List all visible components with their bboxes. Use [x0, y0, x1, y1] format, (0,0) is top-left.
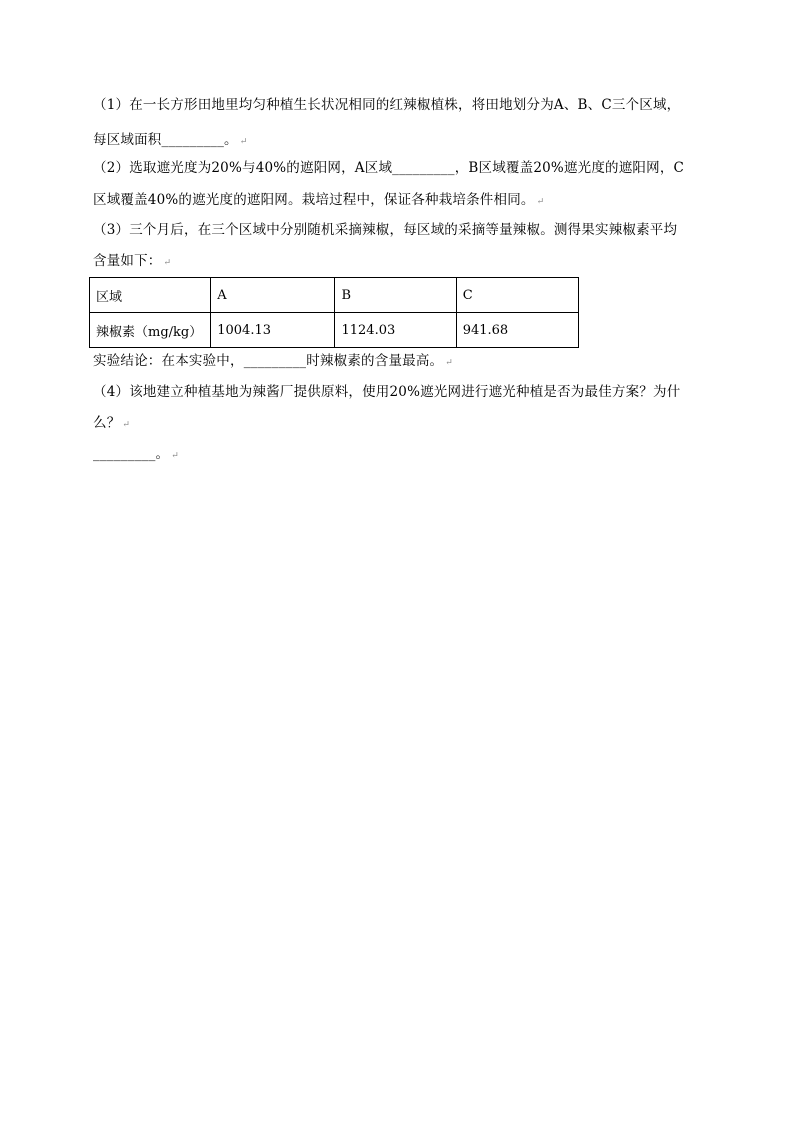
question-4-line-1 — [93, 382, 713, 402]
question-1-line-2 — [93, 130, 713, 152]
text-run: 区域覆盖40%的遮光度的遮阳网。栽培过程中，保证各种栽培条件相同。 — [93, 192, 535, 208]
question-2-line-2 — [93, 190, 713, 212]
table-cell: 941.68 — [456, 313, 578, 348]
text-run: （4）该地建立种植基地为辣酱厂提供原料，使用20%遮光网进行遮光种植是否为最佳方案？为什 — [93, 384, 681, 400]
question-4-line-2 — [93, 413, 713, 435]
table-cell: 辣椒素（mg/kg） — [90, 313, 211, 348]
table-cell: B — [335, 278, 456, 313]
paragraph-mark-icon: ↵ — [445, 358, 453, 368]
table-cell: 1004.13 — [211, 313, 335, 348]
paragraph-mark-icon: ↵ — [163, 258, 172, 268]
paragraph-mark-icon: ↵ — [239, 137, 248, 147]
question-2-line-1 — [93, 158, 713, 178]
table-row — [90, 313, 579, 348]
table-cell: 区域 — [90, 278, 211, 313]
text-run: （2）选取遮光度为20%与40%的遮阳网，A区域_________，B区域覆盖20%遮光度的遮阳网，C — [93, 160, 685, 176]
text-run: （3）三个月后，在三个区域中分别随机采摘辣椒，每区域的采摘等量辣椒。测得果实辣椒素平均 — [93, 222, 678, 238]
text-run: _________。 — [93, 446, 170, 462]
text-run: 含量如下： — [93, 253, 162, 269]
question-1-line-1 — [93, 95, 713, 115]
paragraph-mark-icon: ↵ — [536, 197, 545, 207]
table-row — [90, 278, 579, 313]
paragraph-mark-icon: ↵ — [171, 451, 179, 461]
text-run: 实验结论：在本实验中，_________时辣椒素的含量最高。 — [93, 353, 444, 369]
text-run: 每区域面积_________。 — [93, 132, 238, 148]
table-cell: 1124.03 — [335, 313, 456, 348]
question-3-line-1 — [93, 220, 713, 240]
capsaicin-table — [89, 277, 579, 348]
paragraph-mark-icon: ↵ — [122, 420, 131, 430]
question-3-line-2 — [93, 251, 713, 273]
text-run: 么？ — [93, 415, 121, 431]
table-cell: A — [211, 278, 335, 313]
conclusion-line — [93, 351, 713, 373]
text-run: （1）在一长方形田地里均匀种植生长状况相同的红辣椒植株，将田地划分为A、B、C三个区域， — [93, 97, 681, 113]
table-cell: C — [456, 278, 578, 313]
question-4-answer-line — [93, 444, 713, 466]
